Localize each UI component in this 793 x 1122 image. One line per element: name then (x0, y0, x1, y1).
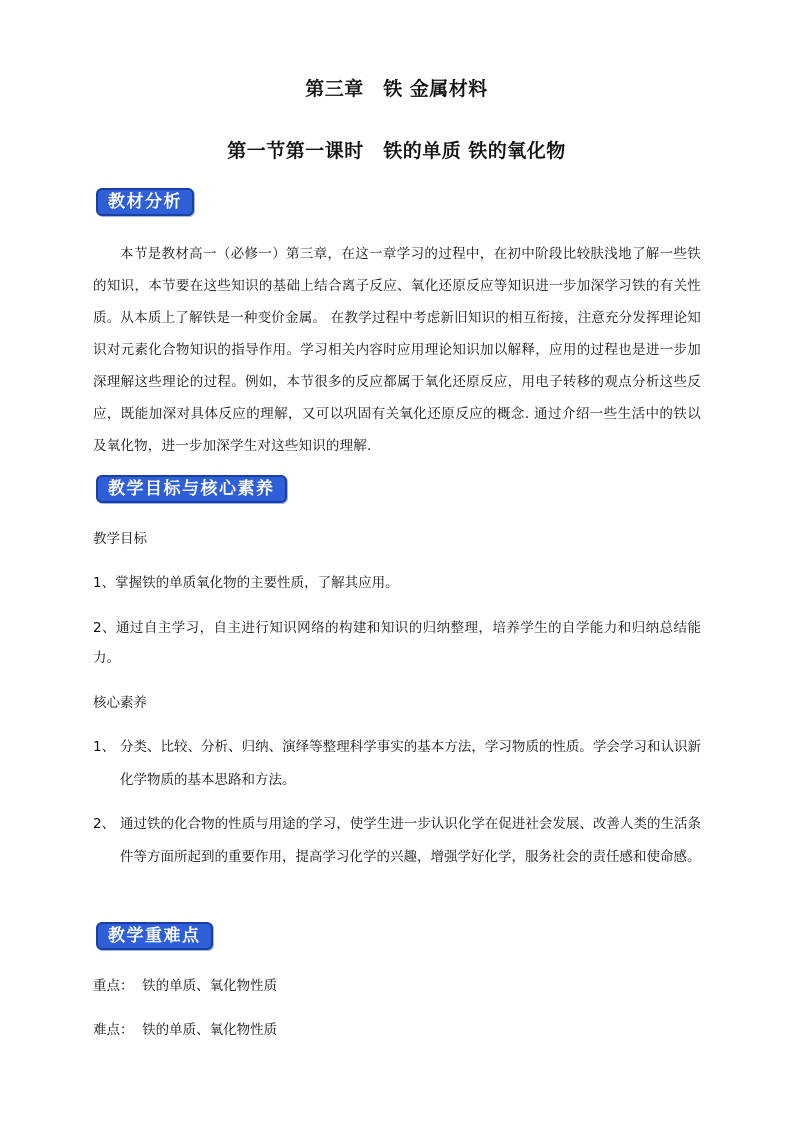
analysis-paragraph: 本节是教材高一（必修一）第三章，在这一章学习的过程中，在初中阶段比较肤浅地了解一些铁的知识，本节要在这些知识的基础上结合离子反应、氧化还原反应等知识进一步加深学习铁的有关性质。从本质上了解铁是一种变价金属。 在教学过程中考虑新旧知识的相互衔接，注意充分发挥理论知识对元素化合物知识的指导作用。学习相关内容时应用理论知识加以解释，应用的过程也是进一步加深理解这些理论的过程。例如，本节很多的反应都属于氧化还原反应，用电子转移的观点分析这些反应，既能加深对具体反应的理解，又可以巩固有关氧化还原反应的概念. 通过介绍一些生活中的铁以及氧化物，进一步加深学生对这些知识的理解. (93, 246, 701, 454)
goals-badge: 教学目标与核心素养 (96, 475, 287, 503)
objectives-label: 教学目标 (93, 531, 147, 547)
literacy-item-2 (93, 808, 701, 874)
literacy-label: 核心素养 (93, 695, 147, 711)
literacy-num: 2、 (93, 816, 116, 832)
objective-text: 通过自主学习，自主进行知识网络的构建和知识的归纳整理，培养学生的自学能力和归纳总结能力。 (93, 620, 701, 666)
key-points-badge: 教学重难点 (96, 922, 213, 950)
difficult-point: 难点： 铁的单质、氧化物性质 (93, 1022, 278, 1038)
literacy-text: 分类、比较、分析、归纳、演绎等整理科学事实的基本方法，学习物质的性质。学会学习和认识新化学物质的基本思路和方法。 (120, 739, 701, 788)
chapter-title: 第三章 铁 金属材料 (305, 78, 488, 100)
objective-item-2 (93, 613, 701, 673)
objective-text: 掌握铁的单质氧化物的主要性质，了解其应用。 (115, 575, 399, 591)
objective-item-1 (93, 573, 399, 593)
objective-num: 2、 (93, 620, 116, 636)
key-point: 重点： 铁的单质、氧化物性质 (93, 978, 278, 994)
literacy-num: 1、 (93, 739, 116, 755)
section-title: 第一节第一课时 铁的单质 铁的氧化物 (227, 140, 566, 162)
analysis-badge: 教材分析 (96, 188, 194, 216)
objective-num: 1、 (93, 575, 116, 591)
literacy-text: 通过铁的化合物的性质与用途的学习，使学生进一步认识化学在促进社会发展、改善人类的生活条件等方面所起到的重要作用，提高学习化学的兴趣，增强学好化学，服务社会的责任感和使命感。 (120, 816, 701, 865)
literacy-item-1 (93, 731, 701, 797)
